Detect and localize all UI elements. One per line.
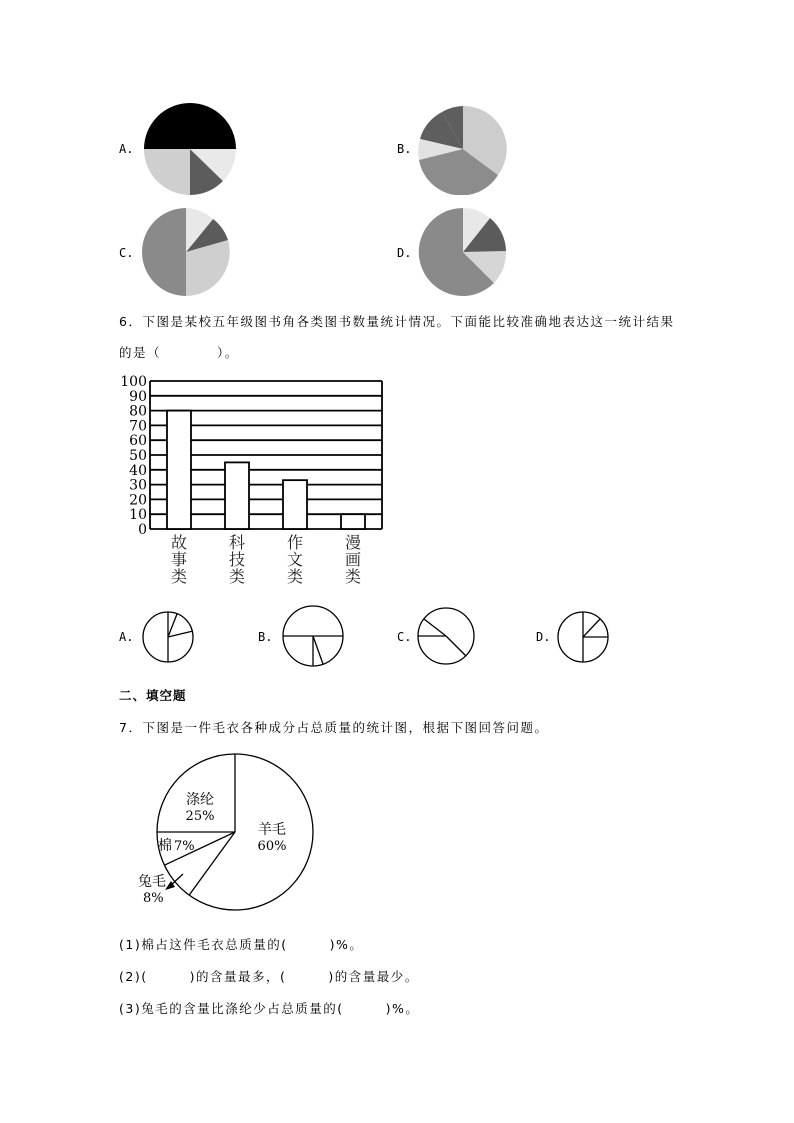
y-tick-label: 40 (129, 462, 147, 479)
q7-sub1: (1)棉占这件毛衣总质量的( )%。 (119, 937, 364, 952)
x-category-label: 科 (228, 533, 246, 552)
x-category-label: 类 (228, 567, 246, 586)
bar (225, 462, 249, 529)
y-tick-label: 10 (129, 507, 147, 524)
pie-label: 羊毛 (258, 822, 286, 838)
y-tick-label: 0 (138, 522, 147, 538)
q7-sub3: (3)兔毛的含量比涤纶少占总质量的( )%。 (119, 1001, 420, 1016)
x-category-label: 类 (344, 567, 362, 586)
book-bar-chart (110, 375, 400, 590)
x-category-label: 漫 (344, 533, 362, 552)
q6-option-c-pie[interactable] (417, 607, 477, 667)
q7-text: 7．下图是一件毛衣各种成分占总质量的统计图，根据下图回答问题。 (119, 720, 549, 735)
q6-option-c-label: C. (397, 630, 412, 644)
y-tick-label: 30 (129, 477, 147, 494)
q6-option-b-label: B. (258, 630, 273, 644)
x-category-label: 事 (170, 550, 188, 569)
x-category-label: 技 (228, 550, 246, 569)
pie-value-label: 8% (143, 891, 164, 906)
pie-label: 涤纶 (186, 792, 214, 808)
sweater-pie-chart (125, 748, 325, 918)
q5-option-d-label: D. (397, 246, 412, 260)
pie-value-label: 60% (257, 839, 287, 854)
bar (283, 480, 307, 529)
x-category-label: 文 (286, 550, 304, 569)
q5-option-c-label: C. (119, 246, 134, 260)
y-tick-label: 90 (129, 388, 147, 405)
pie-value-label: 7% (174, 839, 195, 854)
q5-option-d-pie[interactable] (416, 206, 510, 298)
x-category-label: 类 (170, 567, 188, 586)
q5-option-c-pie[interactable] (140, 206, 234, 298)
q5-option-b-label: B. (397, 142, 412, 156)
pie-label: 棉 (158, 838, 172, 854)
x-category-label: 故 (170, 533, 188, 552)
x-category-label: 画 (344, 550, 362, 569)
section-title: 二、填空题 (119, 688, 187, 703)
q7-sub2: (2)( )的含量最多，( )的含量最少。 (119, 969, 419, 984)
q5-option-a-pie[interactable] (140, 103, 240, 195)
y-tick-label: 20 (129, 492, 147, 509)
q6-option-a-label: A. (119, 630, 134, 644)
q6-option-d-pie[interactable] (556, 611, 612, 665)
q6-text-line1: 6．下图是某校五年级图书角各类图书数量统计情况。下面能比较准确地表达这一统计结果 (119, 314, 675, 329)
pie-value-label: 25% (185, 809, 215, 824)
y-tick-label: 100 (120, 375, 147, 390)
q6-option-d-label: D. (536, 630, 551, 644)
q5-option-a-label: A. (119, 142, 134, 156)
q6-option-a-pie[interactable] (140, 611, 198, 665)
x-category-label: 作 (286, 533, 304, 552)
q5-option-b-pie[interactable] (416, 103, 510, 195)
q6-option-b-pie[interactable] (281, 605, 347, 669)
x-category-label: 类 (286, 567, 304, 586)
y-tick-label: 80 (129, 403, 147, 420)
pie-label: 兔毛 (138, 874, 166, 890)
y-tick-label: 70 (129, 418, 147, 435)
q6-text-line2: 的是（ ）。 (119, 345, 239, 360)
y-tick-label: 60 (129, 433, 147, 450)
bar (167, 411, 191, 529)
bar (341, 514, 365, 529)
y-tick-label: 50 (129, 448, 147, 464)
